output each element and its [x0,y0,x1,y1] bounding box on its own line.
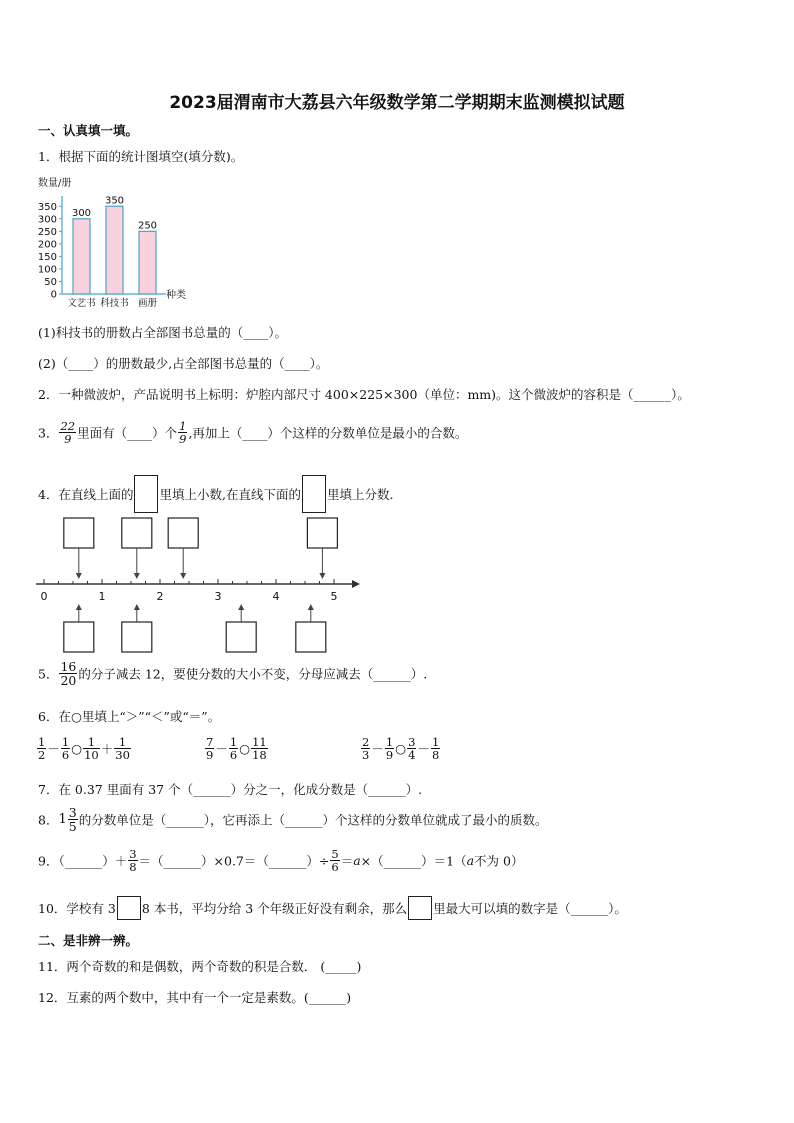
operator: － [371,741,384,757]
operator: ＋ [100,741,114,757]
fraction-denominator: 6 [331,860,339,875]
number-line-label: 3 [214,590,222,603]
compare-circle-icon: ○ [395,741,407,757]
fraction-numerator: 1 [38,735,46,749]
fraction-numerator: 1 [179,419,187,433]
question-4 [38,475,393,513]
compare-expression-3 [360,736,441,761]
fraction-denominator: 9 [385,748,394,763]
answer-box-icon [117,896,141,920]
question-5 [38,660,427,687]
arrow-down-icon [180,573,186,579]
question-1-sub-2: (2)（____）的册数最少,占全部图书总量的（____）。 [38,356,329,371]
arrow-head-icon [352,580,360,588]
fraction [361,736,370,761]
fraction-denominator: 9 [179,432,187,447]
fraction-numerator: 3 [408,735,416,749]
arrow-down-icon [76,573,82,579]
data-label: 350 [104,195,125,207]
fraction-denominator: 5 [68,819,77,835]
data-label: 300 [71,207,92,219]
answer-box-icon [408,896,432,920]
question-4-text-2: 里填上小数,在直线下面的 [159,487,301,502]
question-9-text-4: ×（______）＝1（ [360,853,467,869]
y-tick-label: 200 [37,239,57,251]
question-9-text-2: ＝（______）×0.7＝（______）÷ [138,853,330,869]
fraction [205,736,214,761]
fraction-denominator: 10 [84,748,99,763]
fraction-denominator: 8 [129,860,137,875]
fraction-numerator: 5 [331,847,339,861]
answer-box-icon [302,475,326,513]
question-5-text: 的分子减去 12，要使分数的大小不变，分母应减去（______）. [78,666,428,682]
fraction-denominator: 8 [431,748,440,763]
fraction [61,736,70,761]
fraction-5-6 [330,848,339,873]
question-3-number: 3． [38,425,59,441]
section-heading-2: 二、是非辨一辨。 [38,933,139,948]
data-label: 250 [137,220,158,232]
y-tick-label: 300 [37,214,57,226]
fraction [431,736,440,761]
answer-box-icon [296,622,326,652]
fraction [407,736,416,761]
fraction-numerator: 1 [114,736,131,749]
question-11: 11．两个奇数的和是偶数，两个奇数的积是合数． (_____) [38,959,362,974]
fraction-denominator: 6 [229,748,238,763]
answer-box-icon [64,622,94,652]
section-heading-1: 一、认真填一填。 [38,123,139,138]
question-3-text-2: ,再加上（____）个这样的分数单位是最小的合数。 [188,425,468,441]
question-12: 12．互素的两个数中，其中有一个一定是素数。(______) [38,990,352,1005]
compare-circle-icon: ○ [71,741,83,757]
question-6: 6．在○里填上“＞”“＜”或“＝”。 [38,709,221,724]
arrow-down-icon [134,573,140,579]
number-line-label: 1 [98,590,106,603]
fraction-1-9 [178,420,187,445]
question-1-sub-1: (1)科技书的册数占全部图书总量的（____）。 [38,325,287,340]
chart-ylabel: 数量/册 [38,178,72,189]
fraction-16-20 [59,660,77,687]
mixed-number-whole: 1 [58,812,67,828]
fraction-3-8 [128,848,137,873]
fraction-numerator: 1 [83,736,100,749]
answer-box-icon [64,518,94,548]
fraction-denominator: 2 [38,748,46,763]
bar [139,231,156,294]
answer-box-icon [134,475,158,513]
compare-expression-1 [36,736,132,761]
fraction-numerator: 1 [61,735,70,749]
question-8 [38,806,547,833]
fraction-numerator: 7 [206,735,214,749]
variable-a: a [353,853,361,869]
answer-box-icon [226,622,256,652]
fraction-3-5 [68,806,78,833]
question-4-text-1: 4．在直线上面的 [38,487,134,502]
fraction [229,736,238,761]
question-9-text-1: 9．（______）＋ [38,853,128,869]
arrow-up-icon [134,604,140,610]
fraction [83,736,100,761]
number-line-label: 0 [40,590,48,603]
fraction [385,736,394,761]
fraction [114,736,131,761]
operator: － [215,741,228,757]
number-line-label: 2 [156,590,164,603]
fraction-numerator: 22 [60,419,76,433]
operator: － [417,741,430,757]
number-line-label: 4 [272,590,280,603]
fraction [251,736,268,761]
fraction-numerator: 3 [129,847,137,861]
fraction-denominator: 3 [362,748,370,763]
fraction-numerator: 1 [431,735,440,749]
question-9 [38,848,523,873]
question-5-number: 5． [38,666,59,682]
y-tick-label: 150 [37,251,57,263]
fraction [37,736,46,761]
variable-a: a [466,853,475,869]
answer-box-icon [122,622,152,652]
bar [106,206,123,294]
arrow-up-icon [308,604,314,610]
page-title: 2023届渭南市大荔县六年级数学第二学期期末监测模拟试题 [169,93,625,113]
operator: － [47,741,60,757]
fraction-22-9 [59,420,76,445]
x-tick-label: 科技书 [100,298,129,309]
arrow-up-icon [238,604,244,610]
question-1: 1．根据下面的统计图填空(填分数)。 [38,149,244,164]
compare-expression-2 [204,736,269,761]
question-2: 2．一种微波炉，产品说明书上标明：炉腔内部尺寸 400×225×300（单位：mm)。这个微波炉的容积是（______）。 [38,387,690,402]
x-tick-label: 文艺书 [67,298,96,309]
question-10-text-1: 10．学校有 3 [38,901,116,916]
question-9-text-5: 不为 0） [474,853,524,869]
fraction-denominator: 4 [408,748,416,763]
fraction-numerator: 1 [229,735,238,749]
question-8-number: 8． [38,812,59,828]
fraction-numerator: 11 [252,735,267,749]
bar [73,219,90,294]
fraction-numerator: 16 [60,659,77,674]
question-10-text-2: 8 本书，平均分给 3 个年级正好没有剩余，那么 [141,901,408,916]
x-tick-label: 画册 [137,298,158,309]
question-3 [38,420,467,445]
question-10 [38,896,627,920]
fraction-denominator: 9 [64,432,72,447]
answer-box-icon [122,518,152,548]
number-line-diagram [30,512,370,657]
question-4-text-3: 里填上分数. [326,487,394,502]
y-tick-label: 350 [37,201,57,213]
chart-xlabel: 种类 [166,290,186,301]
fraction-denominator: 6 [61,748,70,763]
fraction-numerator: 1 [385,735,394,749]
y-tick-label: 250 [37,226,57,238]
fraction-denominator: 20 [60,673,77,689]
question-3-text-1: 里面有（____）个 [77,425,178,441]
fraction-denominator: 18 [252,748,267,763]
fraction-denominator: 30 [115,748,130,763]
y-tick-label: 100 [37,264,57,276]
question-10-text-3: 里最大可以填的数字是（______）。 [433,901,627,916]
number-line-label: 5 [330,590,338,603]
answer-box-icon [307,518,337,548]
y-tick-label: 0 [50,289,57,301]
question-8-text: 的分数单位是（______），它再添上（______）个这样的分数单位就成了最小的质数。 [78,812,548,828]
fraction-numerator: 2 [362,735,370,749]
question-7: 7．在 0.37 里面有 37 个（______）分之一，化成分数是（______）. [38,782,423,797]
y-tick-label: 50 [44,276,57,288]
fraction-denominator: 9 [206,748,214,763]
arrow-up-icon [76,604,82,610]
compare-circle-icon: ○ [239,741,251,757]
fraction-numerator: 3 [68,805,77,820]
answer-box-icon [168,518,198,548]
bar-chart [34,170,204,310]
arrow-down-icon [319,573,325,579]
question-9-text-3: ＝ [340,853,354,869]
